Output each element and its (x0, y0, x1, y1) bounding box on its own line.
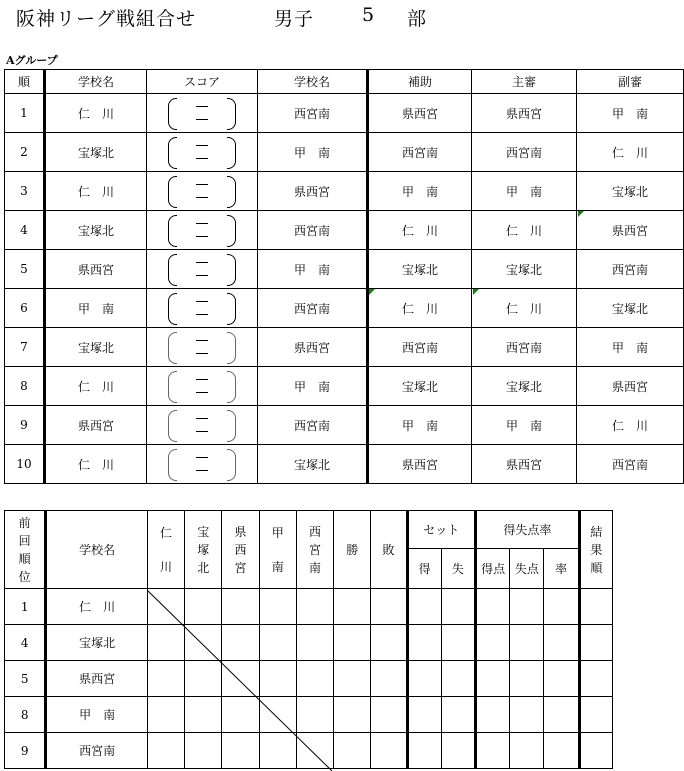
win-cell[interactable] (334, 589, 371, 625)
header-set-won: 得 (407, 549, 441, 589)
points-lost-cell[interactable] (510, 697, 544, 733)
score-bracket (166, 291, 238, 325)
result-cell[interactable] (147, 733, 184, 769)
result-cell[interactable] (296, 625, 333, 661)
set-lost-cell[interactable] (441, 733, 475, 769)
set-won-cell[interactable] (407, 697, 441, 733)
header-main-ref: 主審 (472, 70, 577, 94)
header-aux: 補助 (368, 70, 472, 94)
score-bracket (166, 330, 238, 364)
set-lost-cell[interactable] (441, 589, 475, 625)
aux-referee: 甲 南 (368, 406, 472, 445)
school-a: 甲 南 (45, 289, 147, 328)
aux-referee: 県西宮 (368, 94, 472, 133)
win-cell[interactable] (334, 733, 371, 769)
result-cell[interactable] (259, 661, 296, 697)
win-cell[interactable] (334, 625, 371, 661)
schedule-header-row (5, 70, 684, 94)
score-cell[interactable] (147, 133, 258, 172)
header-col-4: 甲 南 (259, 511, 296, 589)
match-number: 5 (5, 250, 45, 289)
schedule-row (5, 172, 684, 211)
standings-school: 県西宮 (46, 661, 148, 697)
sub-referee: 県西宮 (577, 367, 684, 406)
school-b: 県西宮 (258, 328, 368, 367)
aux-referee: 仁 川 (368, 289, 472, 328)
win-cell[interactable] (334, 661, 371, 697)
school-a: 宝塚北 (45, 133, 147, 172)
sub-referee: 西宮南 (577, 445, 684, 484)
main-referee: 西宮南 (472, 133, 577, 172)
match-number: 3 (5, 172, 45, 211)
set-lost-cell[interactable] (441, 697, 475, 733)
result-cell[interactable] (296, 589, 333, 625)
title-division-number: 5 (362, 4, 376, 26)
result-cell[interactable] (222, 733, 259, 769)
standings-school: 宝塚北 (46, 625, 148, 661)
school-b: 甲 南 (258, 367, 368, 406)
points-lost-cell[interactable] (510, 589, 544, 625)
score-cell[interactable] (147, 445, 258, 484)
loss-cell[interactable] (371, 625, 407, 661)
header-win: 勝 (334, 511, 371, 589)
result-cell[interactable] (259, 589, 296, 625)
header-rate: 得失点率 (476, 511, 580, 549)
standings-row (5, 697, 613, 733)
set-lost-cell[interactable] (441, 625, 475, 661)
schedule-row (5, 328, 684, 367)
header-set-lost: 失 (441, 549, 475, 589)
standings-row (5, 589, 613, 625)
result-cell[interactable] (259, 697, 296, 733)
standings-school: 西宮南 (46, 733, 148, 769)
school-a: 仁 川 (45, 94, 147, 133)
score-bracket (166, 252, 238, 286)
header-result: 結 果 順 (579, 511, 612, 589)
result-cell[interactable] (296, 733, 333, 769)
aux-referee: 宝塚北 (368, 367, 472, 406)
result-cell[interactable] (185, 661, 222, 697)
score-bracket (166, 174, 238, 208)
points-won-cell[interactable] (476, 589, 510, 625)
points-won-cell[interactable] (476, 661, 510, 697)
cell-comment-marker (369, 289, 375, 295)
header-points-rate: 率 (544, 549, 579, 589)
match-number: 9 (5, 406, 45, 445)
score-cell[interactable] (147, 211, 258, 250)
score-cell[interactable] (147, 328, 258, 367)
points-rate-cell[interactable] (544, 661, 579, 697)
header-points-lost: 失点 (510, 549, 544, 589)
schedule-row (5, 445, 684, 484)
result-rank-cell[interactable] (579, 697, 612, 733)
loss-cell[interactable] (371, 733, 407, 769)
header-school-b: 学校名 (258, 70, 368, 94)
points-rate-cell[interactable] (544, 589, 579, 625)
points-lost-cell[interactable] (510, 661, 544, 697)
match-number: 4 (5, 211, 45, 250)
main-referee: 西宮南 (472, 328, 577, 367)
points-rate-cell[interactable] (544, 625, 579, 661)
result-cell[interactable] (222, 697, 259, 733)
title-text: 阪神リーグ戦組合せ (16, 8, 197, 30)
school-b: 甲 南 (258, 133, 368, 172)
result-cell[interactable] (222, 589, 259, 625)
header-prev-rank: 前 回 順 位 (5, 511, 46, 589)
standings-row (5, 661, 613, 697)
sub-referee: 甲 南 (577, 328, 684, 367)
title-division-label: 部 (407, 8, 428, 30)
schedule-body (5, 94, 684, 484)
standings-school: 甲 南 (46, 697, 148, 733)
set-won-cell[interactable] (407, 733, 441, 769)
match-number: 1 (5, 94, 45, 133)
prev-rank: 8 (5, 697, 46, 733)
school-b: 西宮南 (258, 211, 368, 250)
header-sub-ref: 副審 (577, 70, 684, 94)
sub-referee: 甲 南 (577, 94, 684, 133)
result-cell[interactable] (185, 733, 222, 769)
school-a: 宝塚北 (45, 211, 147, 250)
main-referee: 宝塚北 (472, 367, 577, 406)
header-col-3: 県 西 宮 (222, 511, 259, 589)
score-cell[interactable] (147, 367, 258, 406)
header-col-5: 西 宮 南 (296, 511, 333, 589)
main-referee: 宝塚北 (472, 250, 577, 289)
aux-referee: 県西宮 (368, 445, 472, 484)
result-cell[interactable] (147, 589, 184, 625)
result-cell[interactable] (259, 625, 296, 661)
schedule-row (5, 133, 684, 172)
score-bracket (166, 447, 238, 481)
school-a: 仁 川 (45, 172, 147, 211)
standings-row (5, 733, 613, 769)
score-bracket (166, 408, 238, 442)
standings-school: 仁 川 (46, 589, 148, 625)
sub-referee: 宝塚北 (577, 172, 684, 211)
schedule-row (5, 94, 684, 133)
result-rank-cell[interactable] (579, 589, 612, 625)
prev-rank: 1 (5, 589, 46, 625)
header-col-2: 宝 塚 北 (185, 511, 222, 589)
sub-referee: 西宮南 (577, 250, 684, 289)
schedule-row (5, 250, 684, 289)
points-rate-cell[interactable] (544, 697, 579, 733)
score-bracket (166, 96, 238, 130)
result-cell[interactable] (222, 625, 259, 661)
result-rank-cell[interactable] (579, 661, 612, 697)
match-number: 7 (5, 328, 45, 367)
aux-referee: 西宮南 (368, 328, 472, 367)
points-lost-cell[interactable] (510, 625, 544, 661)
points-won-cell[interactable] (476, 733, 510, 769)
result-cell[interactable] (296, 697, 333, 733)
standings-body (5, 589, 613, 769)
sub-referee: 県西宮 (577, 211, 684, 250)
aux-referee: 西宮南 (368, 133, 472, 172)
school-b: 西宮南 (258, 289, 368, 328)
result-cell[interactable] (296, 661, 333, 697)
points-lost-cell[interactable] (510, 733, 544, 769)
school-a: 仁 川 (45, 445, 147, 484)
cell-comment-marker (578, 211, 584, 217)
sub-referee: 仁 川 (577, 406, 684, 445)
set-won-cell[interactable] (407, 589, 441, 625)
points-won-cell[interactable] (476, 697, 510, 733)
set-won-cell[interactable] (407, 661, 441, 697)
result-cell[interactable] (185, 625, 222, 661)
school-a: 県西宮 (45, 250, 147, 289)
main-referee: 県西宮 (472, 94, 577, 133)
score-bracket (166, 135, 238, 169)
match-number: 10 (5, 445, 45, 484)
sub-referee: 仁 川 (577, 133, 684, 172)
main-referee: 仁 川 (472, 289, 577, 328)
match-number: 8 (5, 367, 45, 406)
school-b: 県西宮 (258, 172, 368, 211)
schedule-row (5, 406, 684, 445)
main-referee: 県西宮 (472, 445, 577, 484)
group-label: Aグループ (6, 54, 58, 67)
header-col-1: 仁 川 (147, 511, 184, 589)
standings-table (4, 510, 613, 769)
cell-comment-marker (473, 289, 479, 295)
prev-rank: 4 (5, 625, 46, 661)
header-loss: 敗 (371, 511, 407, 589)
title-category: 男子 (274, 8, 315, 30)
set-lost-cell[interactable] (441, 661, 475, 697)
result-cell[interactable] (147, 661, 184, 697)
header-school-a: 学校名 (45, 70, 147, 94)
score-cell[interactable] (147, 406, 258, 445)
school-a: 県西宮 (45, 406, 147, 445)
result-cell[interactable] (147, 625, 184, 661)
main-referee: 仁 川 (472, 211, 577, 250)
result-cell[interactable] (147, 697, 184, 733)
score-cell[interactable] (147, 94, 258, 133)
aux-referee: 宝塚北 (368, 250, 472, 289)
result-rank-cell[interactable] (579, 625, 612, 661)
points-won-cell[interactable] (476, 625, 510, 661)
schedule-row (5, 289, 684, 328)
score-bracket (166, 213, 238, 247)
school-b: 西宮南 (258, 406, 368, 445)
schedule-table (4, 69, 684, 484)
result-cell[interactable] (222, 661, 259, 697)
header-points-won: 得点 (476, 549, 510, 589)
score-bracket (166, 369, 238, 403)
school-a: 宝塚北 (45, 328, 147, 367)
result-cell[interactable] (185, 697, 222, 733)
score-cell[interactable] (147, 250, 258, 289)
loss-cell[interactable] (371, 661, 407, 697)
header-score: スコア (147, 70, 258, 94)
header-order: 順 (5, 70, 45, 94)
match-number: 6 (5, 289, 45, 328)
school-a: 仁 川 (45, 367, 147, 406)
loss-cell[interactable] (371, 697, 407, 733)
sub-referee: 宝塚北 (577, 289, 684, 328)
result-cell[interactable] (185, 589, 222, 625)
result-rank-cell[interactable] (579, 733, 612, 769)
schedule-row (5, 367, 684, 406)
main-referee: 甲 南 (472, 406, 577, 445)
win-cell[interactable] (334, 697, 371, 733)
score-cell[interactable] (147, 172, 258, 211)
score-cell[interactable] (147, 289, 258, 328)
school-b: 西宮南 (258, 94, 368, 133)
result-cell[interactable] (259, 733, 296, 769)
aux-referee: 仁 川 (368, 211, 472, 250)
header-set: セット (407, 511, 475, 549)
aux-referee: 甲 南 (368, 172, 472, 211)
header-standings-school: 学校名 (46, 511, 148, 589)
points-rate-cell[interactable] (544, 733, 579, 769)
main-referee: 甲 南 (472, 172, 577, 211)
prev-rank: 5 (5, 661, 46, 697)
match-number: 2 (5, 133, 45, 172)
school-b: 甲 南 (258, 250, 368, 289)
standings-row (5, 625, 613, 661)
prev-rank: 9 (5, 733, 46, 769)
school-b: 宝塚北 (258, 445, 368, 484)
set-won-cell[interactable] (407, 625, 441, 661)
loss-cell[interactable] (371, 589, 407, 625)
